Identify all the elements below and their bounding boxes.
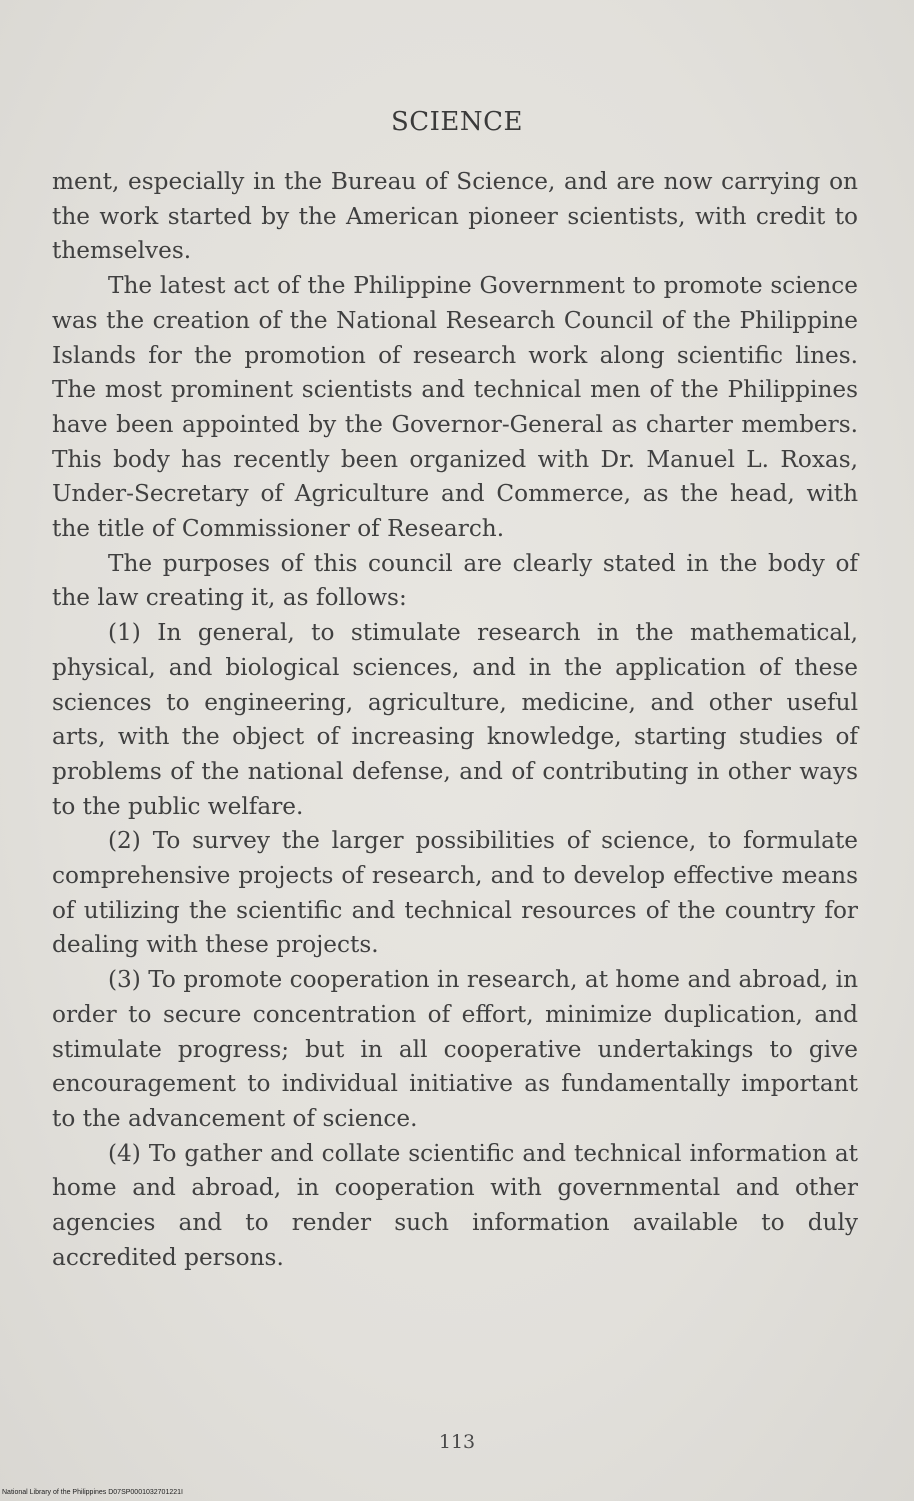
paragraph-continuation: ment, especially in the Bureau of Science, and are now carrying on the work started by the American pioneer scientists, with credit to themselves. [52, 168, 858, 265]
scan-footer: National Library of the Philippines D07SP0001032701221I [2, 1489, 183, 1496]
purpose-item-4: (4) To gather and collate scientific and technical information at home and abroad, in cooperation with governmental and other agencies and to render such information available to duly accredited persons. [52, 1139, 858, 1271]
body-text [52, 165, 858, 1276]
paragraph-national-research-council: The latest act of the Philippine Government to promote science was the creation of the National Research Council of the Philippine Islands for the promotion of research work along scientific lines. The most prominent scientists and technical men of the Philippines have been appointed by the Governor-General as charter members. This body has recently been organized with Dr. Manuel L. Roxas, Under-Secretary of Agriculture and Commerce, as the head, with the title of Commissioner of Research. [52, 272, 858, 543]
purpose-item-3: (3) To promote cooperation in research, at home and abroad, in order to secure concentration of effort, minimize duplication, and stimulate progress; but in all cooperative undertakings to give encouragement to individual initiative as fundamentally important to the advancement of science. [52, 966, 858, 1132]
purpose-item-2: (2) To survey the larger possibilities of science, to formulate comprehensive projects of research, and to develop effective means of utilizing the scientific and technical resources of the country for dealing with these projects. [52, 827, 858, 959]
paragraph-purposes-intro: The purposes of this council are clearly stated in the body of the law creating it, as follows: [52, 549, 858, 612]
running-head: SCIENCE [390, 107, 524, 137]
purpose-item-1: (1) In general, to stimulate research in the mathematical, physical, and biological sciences, and in the application of these sciences to engineering, agriculture, medicine, and other useful arts, with the object of increasing knowledge, starting studies of problems of the national defense, and of contributing in other ways to the public welfare. [52, 619, 858, 820]
page-number: 113 [438, 1431, 476, 1453]
